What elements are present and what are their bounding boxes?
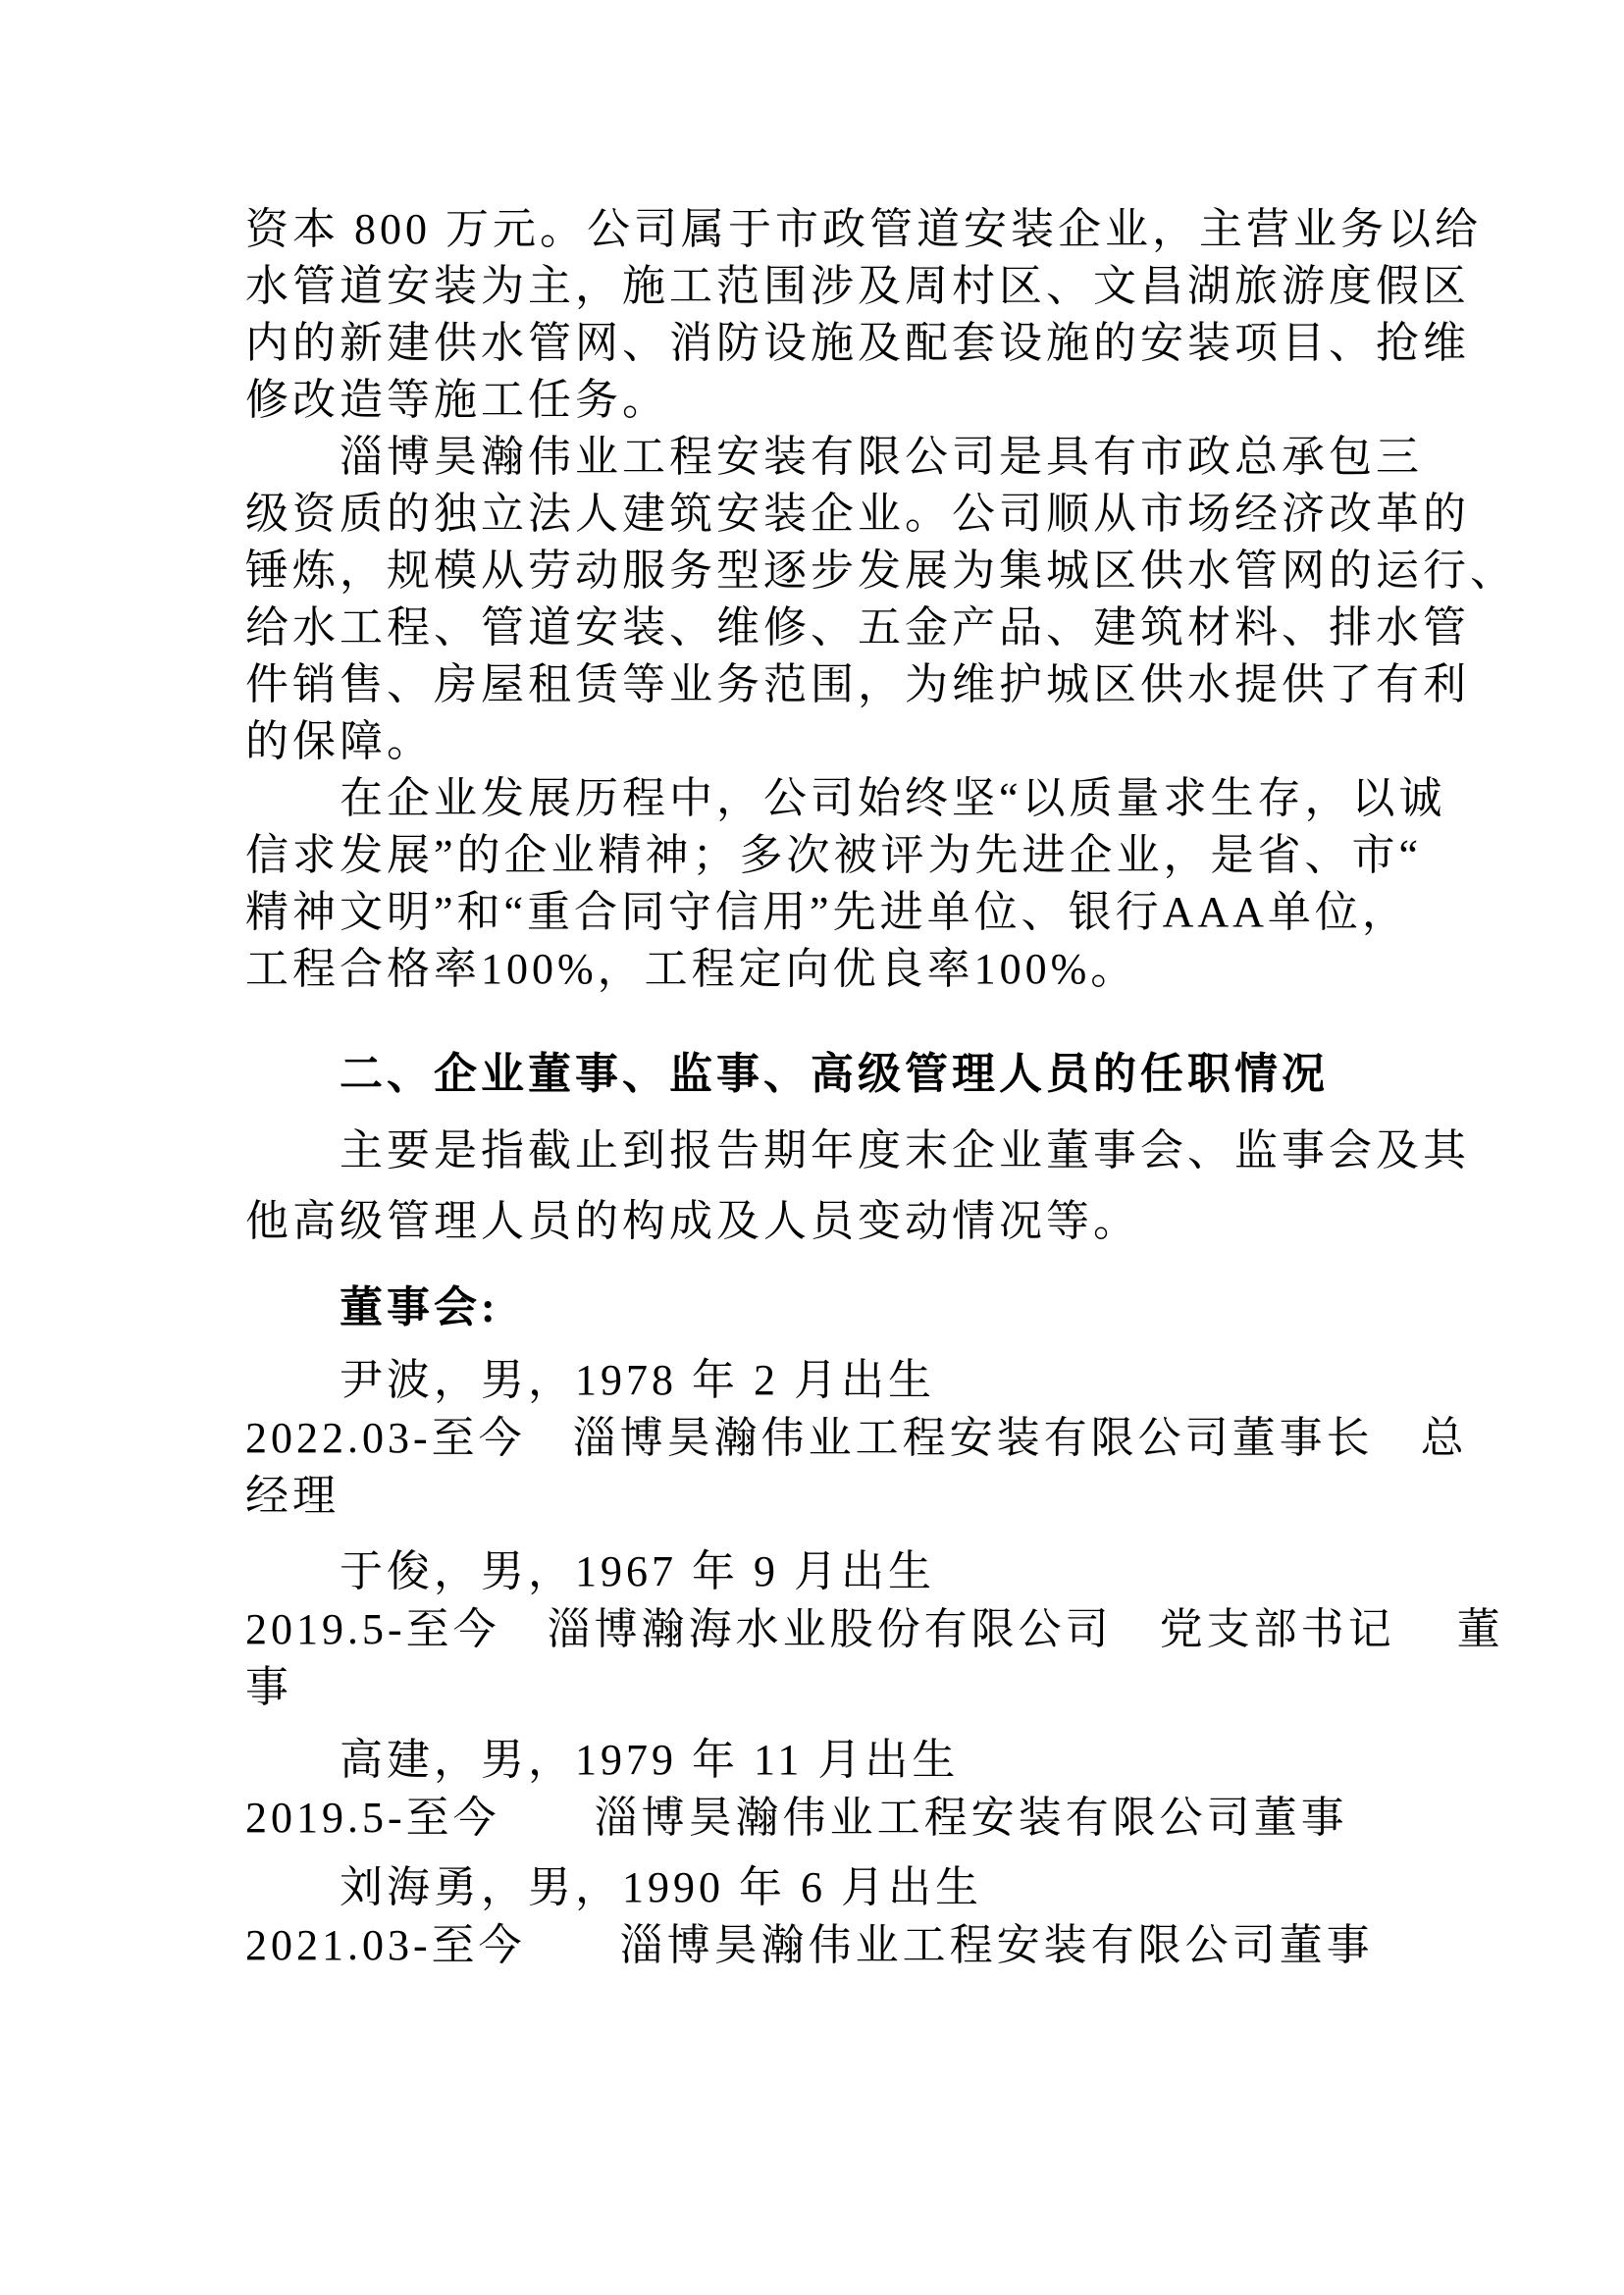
para-scope-line-1: 主要是指截止到报告期年度末企业董事会、监事会及其 bbox=[340, 1126, 1470, 1174]
para-capital-line-4: 修改造等施工任务。 bbox=[245, 376, 669, 424]
section-heading: 二、企业董事、监事、高级管理人员的任职情况 bbox=[340, 1050, 1329, 1098]
para-spirit-line-3: 精神文明”和“重合同守信用”先进单位、银行AAA单位， bbox=[245, 888, 1409, 936]
para-company-line-3: 锤炼，规模从劳动服务型逐步发展为集城区供水管网的运行、 bbox=[245, 547, 1517, 595]
director-yinbo-role-2: 经理 bbox=[245, 1472, 340, 1520]
para-company-line-4: 给水工程、管道安装、维修、五金产品、建筑材料、排水管 bbox=[245, 603, 1470, 652]
para-spirit-line-1: 在企业发展历程中，公司始终坚“以质量求生存，以诚 bbox=[340, 774, 1446, 822]
director-liuhaiyong-role: 2021.03-至今 淄博昊瀚伟业工程安装有限公司董事 bbox=[245, 1921, 1374, 1969]
director-yinbo-role-1: 2022.03-至今 淄博昊瀚伟业工程安装有限公司董事长 总 bbox=[245, 1414, 1468, 1462]
para-company-line-2: 级资质的独立法人建筑安装企业。公司顺从市场经济改革的 bbox=[245, 490, 1470, 538]
director-gaojian-role: 2019.5-至今 淄博昊瀚伟业工程安装有限公司董事 bbox=[245, 1794, 1348, 1842]
director-gaojian-bio: 高建，男，1979 年 11 月出生 bbox=[340, 1736, 960, 1784]
para-company-line-6: 的保障。 bbox=[245, 717, 434, 765]
director-yinbo-bio: 尹波，男，1978 年 2 月出生 bbox=[340, 1356, 935, 1404]
para-capital-line-2: 水管道安装为主，施工范围涉及周村区、文昌湖旅游度假区 bbox=[245, 262, 1470, 310]
para-company-line-5: 件销售、房屋租赁等业务范围，为维护城区供水提供了有利 bbox=[245, 660, 1470, 708]
para-spirit-line-2: 信求发展”的企业精神；多次被评为先进企业，是省、市“ bbox=[245, 831, 1423, 879]
director-yujun-role-1: 2019.5-至今 淄博瀚海水业股份有限公司 党支部书记 董 bbox=[245, 1605, 1504, 1653]
para-company-line-1: 淄博昊瀚伟业工程安装有限公司是具有市政总承包三 bbox=[340, 433, 1423, 481]
document-content bbox=[245, 201, 1517, 1974]
director-liuhaiyong-bio: 刘海勇，男，1990 年 6 月出生 bbox=[340, 1863, 982, 1911]
para-capital-line-1: 资本 800 万元。公司属于市政管道安装企业，主营业务以给 bbox=[245, 205, 1482, 253]
para-capital-line-3: 内的新建供水管网、消防设施及配套设施的安装项目、抢维 bbox=[245, 319, 1470, 367]
director-yujun-role-2: 事 bbox=[245, 1663, 292, 1711]
para-spirit-line-4: 工程合格率100%，工程定向优良率100%。 bbox=[245, 945, 1138, 993]
board-subheading: 董事会: bbox=[340, 1283, 499, 1331]
director-yujun-bio: 于俊，男，1967 年 9 月出生 bbox=[340, 1547, 935, 1595]
para-scope-line-2: 他高级管理人员的构成及人员变动情况等。 bbox=[245, 1197, 1140, 1245]
